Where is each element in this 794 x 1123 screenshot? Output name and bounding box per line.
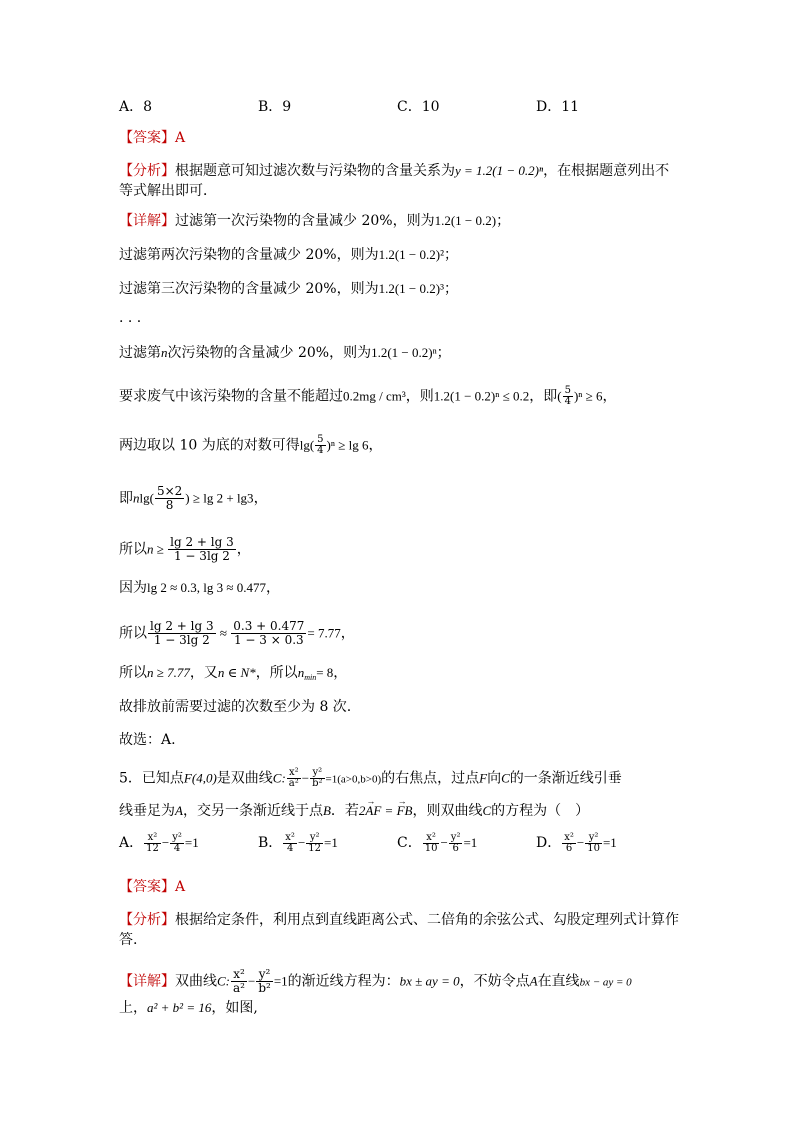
q4-detail-dots: · · · — [119, 314, 142, 330]
q4-detail-2: 过滤第两次污染物的含量减少 20%，则为1.2(1 − 0.2)²； — [119, 247, 458, 263]
detail-tag: 【详解】 — [119, 213, 175, 229]
q4-detail-4: 过滤第n次污染物的含量减少 20%，则为1.2(1 − 0.2)ⁿ； — [119, 345, 451, 361]
q5-analysis: 【分析】根据给定条件，利用点到直线距离公式、二倍角的余弦公式、勾股定理列式计算作 — [119, 912, 679, 928]
fraction: $\frac{0.3 + 0.477}{1 - 3 \times 0.3}$ — [233, 619, 305, 647]
unit: 0.2mg / cm³ — [343, 388, 406, 404]
analysis-tag: 【分析】 — [119, 163, 175, 179]
q4-option-a: A．8 — [119, 99, 153, 115]
fraction: $\frac{5\times 2}{8}$ — [156, 484, 183, 512]
q5-option-d: D． $\frac{\text{x²}}{6}$ − $\frac{\text{y²}}{10}$ =1 — [536, 831, 617, 854]
q4-option-b: B．9 — [258, 99, 292, 115]
q4-detail-11: 所以n ≥ 7.77，又n ∈ N*，所以$n_{min}= 8$， — [119, 665, 348, 682]
q4-option-c: C．10 — [397, 99, 440, 115]
fraction: $\frac{\lg 2 + \lg 3}{1 - 3\lg 2}$ — [150, 619, 214, 647]
q4-detail-7: 即nlg( $\frac{5\times 2}{8}$ ) ≥ lg 2 + lg3， — [119, 484, 268, 512]
analysis-text: 根据题意可知过滤次数与污染物的含量关系为 — [175, 163, 455, 179]
fraction: $\frac{\lg 2 + \lg 3}{1 - 3\lg 2}$ — [170, 535, 234, 563]
q4-detail-9: 因为lg 2 ≈ 0.3, lg 3 ≈ 0.477， — [119, 580, 280, 596]
q5-stem-1: 5．已知点F(4,0)是双曲线C: $\frac{\text{x²}}{\text{a²}}$ − $\frac{\text{y²}}{\text{b²}}$ =1(a>0,b>0)的右焦点，过点F向C的一条渐近线引垂 — [119, 767, 622, 789]
detail-math: 1.2(1 − 0.2)² — [378, 247, 444, 262]
analysis-text-2: ，在根据题意列出不 — [543, 163, 670, 179]
q4-analysis — [119, 161, 669, 181]
q5-detail-2: 上，a² + b² = 16，如图, — [119, 1000, 258, 1016]
answer-value: A — [175, 130, 186, 146]
q4-detail-1: 【详解】过滤第一次污染物的含量减少 20%，则为1.2(1 − 0.2)； — [119, 213, 511, 229]
q4-answer — [119, 128, 185, 148]
q5-analysis-cont: 答. — [119, 932, 138, 948]
detail-math: 1.2(1 − 0.2) — [434, 213, 497, 228]
q4-detail-8: 所以n ≥ $\frac{\lg 2 + \lg 3}{1 - 3\lg 2}$ ， — [119, 535, 251, 563]
detail-text: 过滤第一次污染物的含量减少 20%，则为 — [175, 213, 435, 229]
detail-text: 过滤第三次污染物的含量减少 20%，则为 — [119, 281, 379, 297]
fraction: $\frac{5}{4}$ — [317, 434, 324, 456]
detail-text: 过滤第两次污染物的含量减少 20%，则为 — [119, 247, 379, 263]
q4-detail-5: 要求废气中该污染物的含量不能超过0.2mg / cm³，则1.2(1 − 0.2)ⁿ ≤ 0.2，即( $\frac{5}{4}$ )ⁿ ≥ 6， — [119, 385, 617, 407]
inequality: 1.2(1 − 0.2)ⁿ ≤ 0.2 — [433, 388, 530, 404]
detail-math: 1.2(1 − 0.2)³ — [378, 281, 444, 296]
analysis-formula: y = 1.2(1 − 0.2)ⁿ — [455, 163, 544, 178]
q5-option-b: B． $\frac{\text{x²}}{4}$ − $\frac{\text{y²}}{12}$ =1 — [258, 831, 338, 854]
detail-math: 1.2(1 − 0.2)ⁿ — [371, 345, 437, 360]
q4-option-d: D．11 — [536, 99, 580, 115]
q4-detail-3: 过滤第三次污染物的含量减少 20%，则为1.2(1 − 0.2)³； — [119, 281, 458, 297]
q4-choice: 故选：A. — [119, 732, 176, 748]
q4-conclusion: 故排放前需要过滤的次数至少为 8 次. — [119, 699, 352, 715]
q5-option-a: A． $\frac{\text{x²}}{12}$ − $\frac{\text{y²}}{4}$ =1 — [119, 831, 199, 854]
q5-detail-1: 【详解】双曲线C: $\frac{\text{x²}}{\text{a²}}$ − $\frac{\text{y²}}{\text{b²}}$ =1的渐近线方程为：bx ± ay = 0，不妨令点A在直线bx − ay = 0 — [119, 967, 632, 995]
q5-option-c: C． $\frac{\text{x²}}{10}$ − $\frac{\text{y²}}{6}$ =1 — [397, 831, 478, 854]
fraction: $\frac{5}{4}$ — [564, 385, 571, 407]
q4-detail-6: 两边取以 10 为底的对数可得lg( $\frac{5}{4}$ )ⁿ ≥ lg 6， — [119, 434, 383, 456]
q5-answer: 【答案】A — [119, 879, 186, 895]
answer-tag: 【答案】 — [119, 130, 175, 146]
q4-analysis-cont: 等式解出即可． — [119, 183, 217, 199]
q5-stem-2: 线垂足为A，交另一条渐近线于点B．若2→ AF = → FB，则双曲线C的方程为（ ） — [119, 801, 589, 821]
q4-detail-10: 所以 $\frac{\lg 2 + \lg 3}{1 - 3\lg 2}$ ≈ $\frac{0.3 + 0.477}{1 - 3 \times 0.3}$ = 7.77， — [119, 619, 355, 647]
